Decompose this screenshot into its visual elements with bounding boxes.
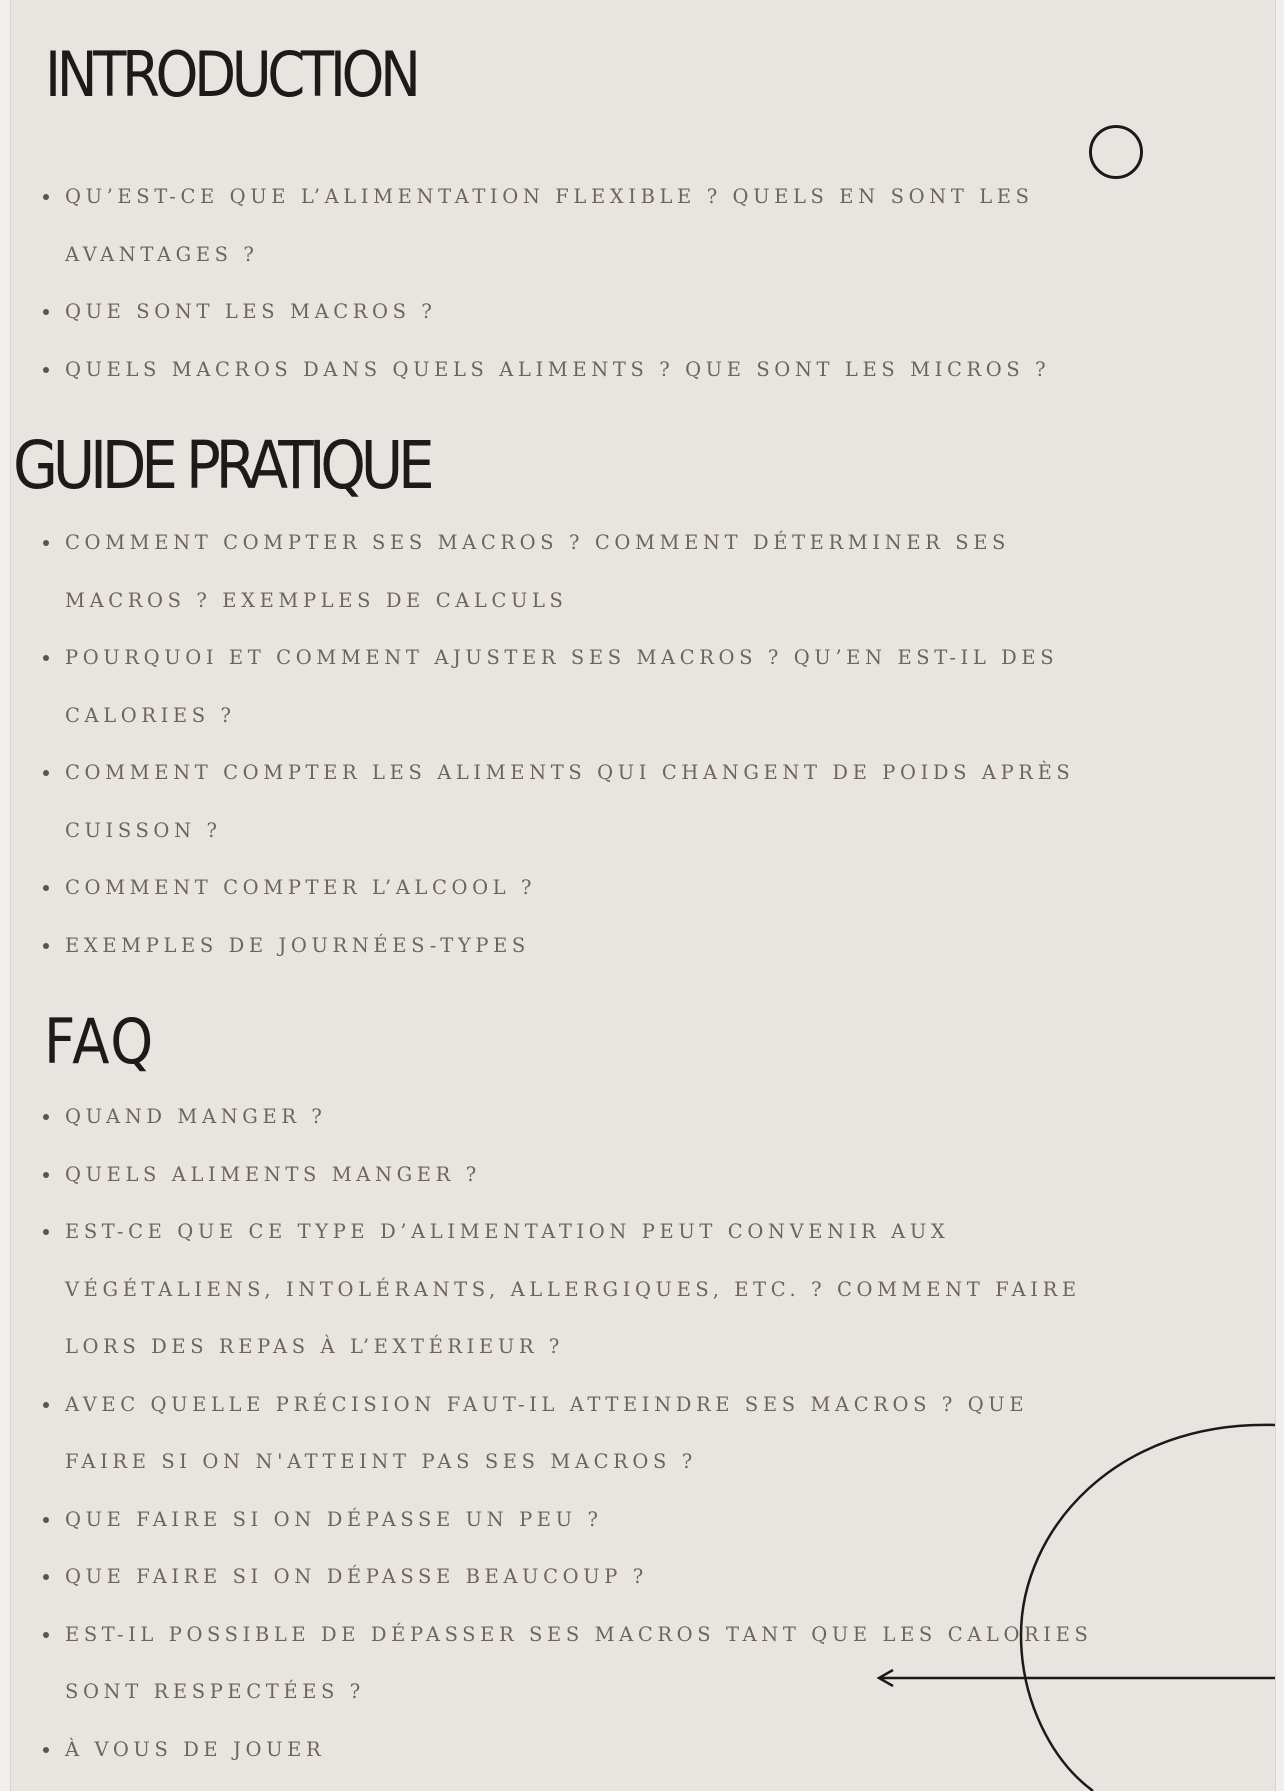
list-item: QUE FAIRE SI ON DÉPASSE BEAUCOUP ? — [31, 1548, 1111, 1606]
list-item: EXEMPLES DE JOURNÉES-TYPES — [31, 917, 1111, 975]
list-item: À VOUS DE JOUER — [31, 1721, 1111, 1779]
list-item: QUELS MACROS DANS QUELS ALIMENTS ? QUE SONT LES MICROS ? — [31, 341, 1111, 399]
faq-list — [31, 1088, 1111, 1778]
section-title-faq: FAQ — [44, 1005, 155, 1078]
section-title-introduction: INTRODUCTION — [45, 38, 417, 111]
list-item: QUE FAIRE SI ON DÉPASSE UN PEU ? — [31, 1491, 1111, 1549]
list-item: COMMENT COMPTER LES ALIMENTS QUI CHANGENT DE POIDS APRÈS CUISSON ? — [31, 744, 1111, 859]
list-item: COMMENT COMPTER L’ALCOOL ? — [31, 859, 1111, 917]
list-item: QUAND MANGER ? — [31, 1088, 1111, 1146]
list-item: EST-IL POSSIBLE DE DÉPASSER SES MACROS TANT QUE LES CALORIES SONT RESPECTÉES ? — [31, 1606, 1111, 1721]
list-item: QU’EST-CE QUE L’ALIMENTATION FLEXIBLE ? QUELS EN SONT LES AVANTAGES ? — [31, 168, 1111, 283]
list-item: AVEC QUELLE PRÉCISION FAUT-IL ATTEINDRE SES MACROS ? QUE FAIRE SI ON N'ATTEINT PAS SES MACROS ? — [31, 1376, 1111, 1491]
list-item: COMMENT COMPTER SES MACROS ? COMMENT DÉTERMINER SES MACROS ? EXEMPLES DE CALCULS — [31, 514, 1111, 629]
list-item: QUE SONT LES MACROS ? — [31, 283, 1111, 341]
list-item: POURQUOI ET COMMENT AJUSTER SES MACROS ? QU’EN EST-IL DES CALORIES ? — [31, 629, 1111, 744]
document-page — [10, 0, 1276, 1791]
list-item: EST-CE QUE CE TYPE D’ALIMENTATION PEUT CONVENIR AUX VÉGÉTALIENS, INTOLÉRANTS, ALLERGIQUES, ETC. ? COMMENT FAIRE LORS DES REPAS À L’EXTÉRIEUR ? — [31, 1203, 1111, 1376]
guide-list — [31, 514, 1111, 974]
list-item: QUELS ALIMENTS MANGER ? — [31, 1146, 1111, 1204]
section-title-guide: GUIDE PRATIQUE — [13, 427, 430, 504]
introduction-list — [31, 168, 1111, 398]
